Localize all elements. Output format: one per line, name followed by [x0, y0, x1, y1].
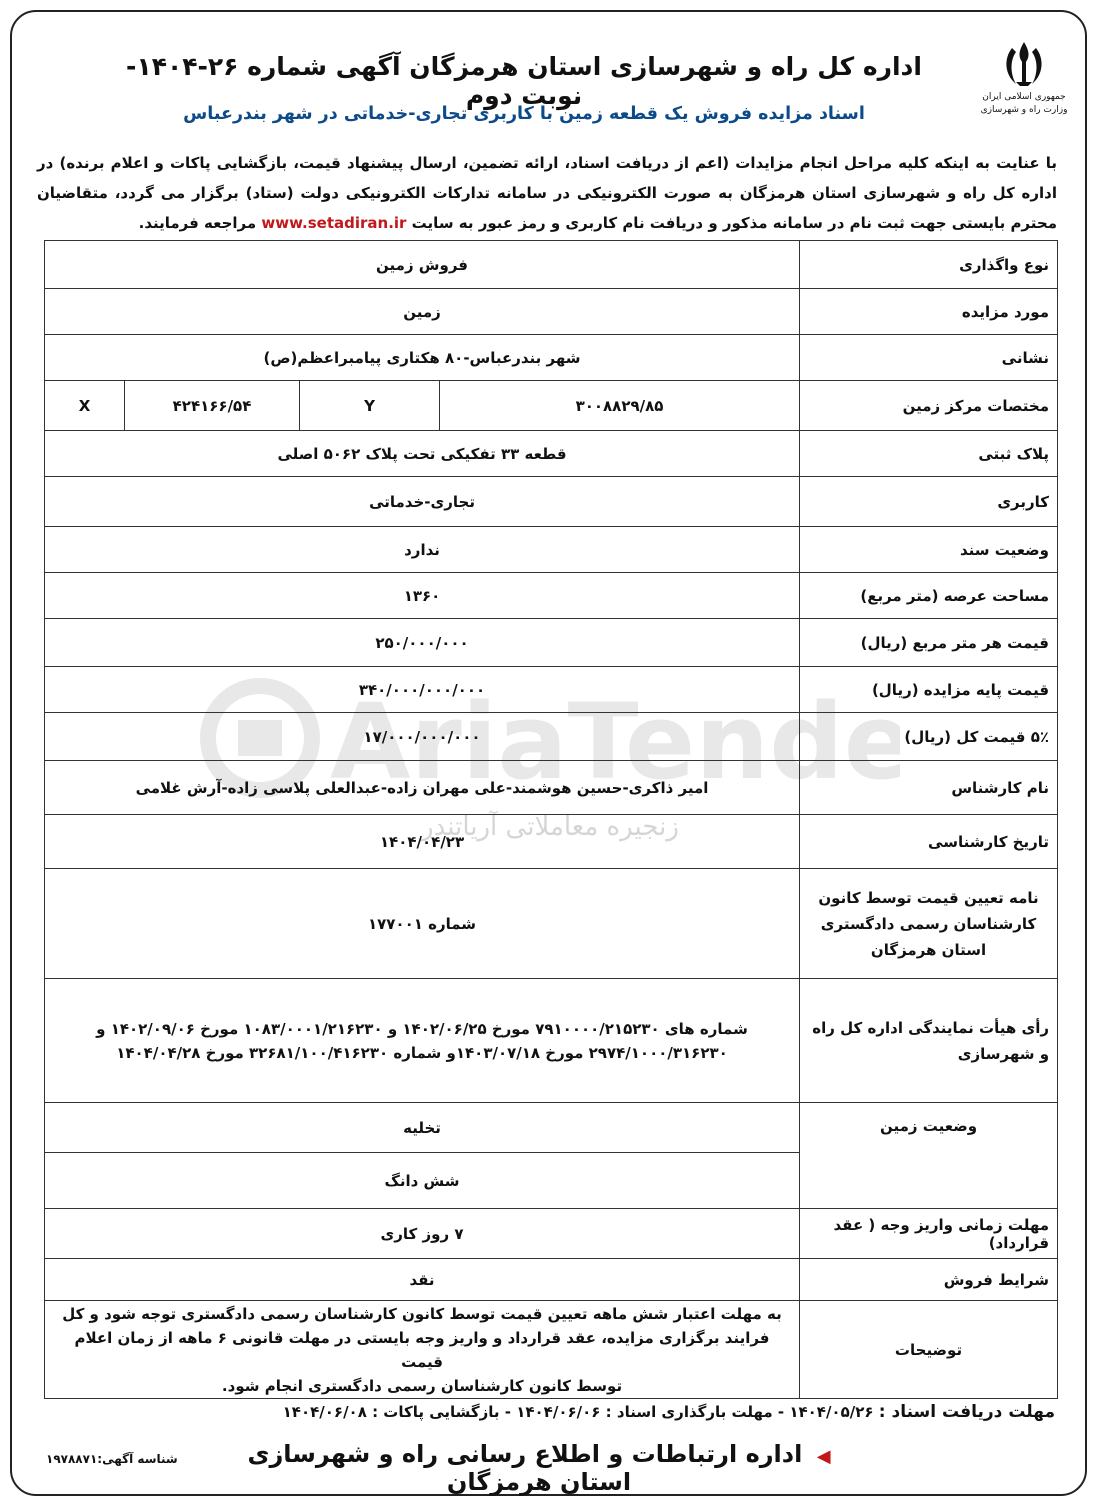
label-expert-date: تاریخ کارشناسی — [800, 815, 1058, 869]
value-notes — [45, 1301, 800, 1399]
row-land-status-1 — [45, 1103, 1058, 1153]
row-registry-plate — [45, 431, 1058, 477]
value-x: ۴۲۴۱۶۶/۵۴ — [125, 381, 300, 431]
label-price-per-sqm: قیمت هر متر مربع (ریال) — [800, 619, 1058, 667]
label-five-percent: ۵٪ قیمت کل (ریال) — [800, 713, 1058, 761]
value-five-percent: ۱۷/۰۰۰/۰۰۰/۰۰۰ — [45, 713, 800, 761]
value-base-price: ۳۴۰/۰۰۰/۰۰۰/۰۰۰ — [45, 667, 800, 713]
notes-line-2: فرایند برگزاری مزایده، عقد قرارداد و واریز وجه بایستی در مهلت قانونی ۶ ماهه از زمان اعلام قیمت — [74, 1328, 770, 1371]
notes-line-3: توسط کانون کارشناسان رسمی دادگستری انجام شود. — [221, 1376, 623, 1395]
footer-organization — [209, 1440, 869, 1496]
label-base-price: قیمت پایه مزایده (ریال) — [800, 667, 1058, 713]
value-payment-deadline: ۷ روز کاری — [45, 1209, 800, 1259]
value-address: شهر بندرعباس-۸۰ هکتاری پیامبراعظم(ص) — [45, 335, 800, 381]
label-y: Y — [300, 381, 440, 431]
value-land-status-2: شش دانگ — [45, 1153, 800, 1209]
label-payment-deadline: مهلت زمانی واریز وجه ( عقد قرارداد) — [800, 1209, 1058, 1259]
label-x: X — [45, 381, 125, 431]
notes-line-1: به مهلت اعتبار شش ماهه تعیین قیمت توسط کانون کارشناسان رسمی دادگستری توجه شود و کل — [62, 1304, 782, 1323]
label-auction-subject: مورد مزایده — [800, 289, 1058, 335]
value-expert-date: ۱۴۰۴/۰۴/۲۳ — [45, 815, 800, 869]
deadlines-line — [42, 1402, 1055, 1422]
intro-text: با عنایت به اینکه کلیه مراحل انجام مزایدات (اعم از دریافت اسناد، ارائه تضمین، ارسال پیشنهاد قیمت، بازگشایی پاکات و اعلام برنده) در اداره کل راه و شهرسازی استان هرمزگان به صورت الکترونیکی در سامانه تدارکات الکترونیکی دولت (ستاد) برگزار می گردد، متقاضیان محترم بایستی جهت ثبت نام در سامانه مذکور و دریافت نام کاربری و رمز عبور به سایت — [37, 154, 1057, 232]
row-five-percent — [45, 713, 1058, 761]
row-payment-deadline — [45, 1209, 1058, 1259]
notice-subtitle: اسناد مزایده فروش یک قطعه زمین با کاربری تجاری-خدماتی در شهر بندرعباس — [183, 104, 865, 124]
value-auction-subject: زمین — [45, 289, 800, 335]
row-price-per-sqm — [45, 619, 1058, 667]
row-expert-date — [45, 815, 1058, 869]
notice-id: شناسه آگهی:۱۹۷۸۸۷۱ — [46, 1452, 178, 1466]
label-sale-terms: شرایط فروش — [800, 1259, 1058, 1301]
watermark-tagline: زنجیره معاملاتی آریاتندر — [421, 812, 679, 842]
iran-emblem-icon — [998, 38, 1050, 90]
label-notes: توضیحات — [800, 1301, 1058, 1399]
value-experts: امیر ذاکری-حسین هوشمند-علی مهران زاده-عبدالعلی پلاسی زاده-آرش غلامی — [45, 761, 800, 815]
row-coordinates — [45, 381, 1058, 431]
value-registry-plate: قطعه ۳۳ تفکیکی تحت پلاک ۵۰۶۲ اصلی — [45, 431, 800, 477]
deadline-label: مهلت دریافت اسناد : — [878, 1402, 1055, 1422]
label-pricing-letter: نامه تعیین قیمت توسط کانون کارشناسان رسمی دادگستری استان هرمزگان — [800, 869, 1058, 979]
label-board-vote: رأی هیأت نمایندگی اداره کل راه و شهرسازی — [800, 979, 1058, 1103]
row-area — [45, 573, 1058, 619]
label-deed-status: وضعیت سند — [800, 527, 1058, 573]
intro-paragraph — [37, 148, 1057, 238]
value-deed-status: ندارد — [45, 527, 800, 573]
label-land-status: وضعیت زمین — [800, 1103, 1058, 1209]
label-experts: نام کارشناس — [800, 761, 1058, 815]
auction-details-table — [44, 240, 1058, 1399]
triangle-left-icon: ◀ — [816, 1446, 831, 1467]
row-notes — [45, 1301, 1058, 1399]
label-address: نشانی — [800, 335, 1058, 381]
value-price-per-sqm: ۲۵۰/۰۰۰/۰۰۰ — [45, 619, 800, 667]
watermark-brand: AriaTende — [330, 681, 900, 803]
value-board-vote — [45, 979, 800, 1103]
row-experts — [45, 761, 1058, 815]
footer-org-name: اداره ارتباطات و اطلاع رسانی راه و شهرسازی استان هرمزگان — [247, 1440, 803, 1496]
label-area: مساحت عرصه (متر مربع) — [800, 573, 1058, 619]
value-pricing-letter: شماره ۱۷۷۰۰۱ — [45, 869, 800, 979]
deadline-text: ۱۴۰۴/۰۵/۲۶ - مهلت بارگذاری اسناد : ۱۴۰۴/۰۶/۰۶ - بازگشایی پاکات : ۱۴۰۴/۰۶/۰۸ — [282, 1403, 874, 1421]
value-usage: تجاری-خدماتی — [45, 477, 800, 527]
ministry-emblem — [979, 38, 1069, 116]
value-assignment-type: فروش زمین — [45, 241, 800, 289]
row-board-vote — [45, 979, 1058, 1103]
emblem-text-country: جمهوری اسلامی ایران — [982, 92, 1066, 102]
value-land-status-1: تخلیه — [45, 1103, 800, 1153]
row-address — [45, 335, 1058, 381]
row-deed-status — [45, 527, 1058, 573]
value-sale-terms: نقد — [45, 1259, 800, 1301]
intro-text-end: مراجعه فرمایند. — [138, 214, 257, 232]
label-usage: کاربری — [800, 477, 1058, 527]
value-y: ۳۰۰۸۸۲۹/۸۵ — [440, 381, 800, 431]
row-usage — [45, 477, 1058, 527]
row-assignment-type — [45, 241, 1058, 289]
board-vote-line-1: شماره های ۷۹۱۰۰۰۰/۲۱۵۲۳۰ مورخ ۱۴۰۲/۰۶/۲۵ و ۱۰۸۳/۰۰۰۱/۲۱۶۲۳۰ مورخ ۱۴۰۲/۰۹/۰۶ و — [96, 1019, 748, 1038]
label-coordinates: مختصات مرکز زمین — [800, 381, 1058, 431]
row-sale-terms — [45, 1259, 1058, 1301]
value-area: ۱۳۶۰ — [45, 573, 800, 619]
row-pricing-letter — [45, 869, 1058, 979]
label-registry-plate: پلاک ثبتی — [800, 431, 1058, 477]
notice-title: اداره کل راه و شهرسازی استان هرمزگان آگهی شماره ۲۶-۱۴۰۴- نوبت دوم — [126, 52, 922, 110]
row-auction-subject — [45, 289, 1058, 335]
emblem-text-ministry: وزارت راه و شهرسازی — [980, 105, 1068, 115]
row-base-price — [45, 667, 1058, 713]
setad-link[interactable]: www.setadiran.ir — [261, 214, 407, 232]
board-vote-line-2: ۲۹۷۴/۱۰۰۰/۳۱۶۲۳۰ مورخ ۱۴۰۳/۰۷/۱۸و شماره ۳۲۶۸۱/۱۰۰/۴۱۶۲۳۰ مورخ ۱۴۰۴/۰۴/۲۸ — [116, 1043, 728, 1062]
label-assignment-type: نوع واگذاری — [800, 241, 1058, 289]
